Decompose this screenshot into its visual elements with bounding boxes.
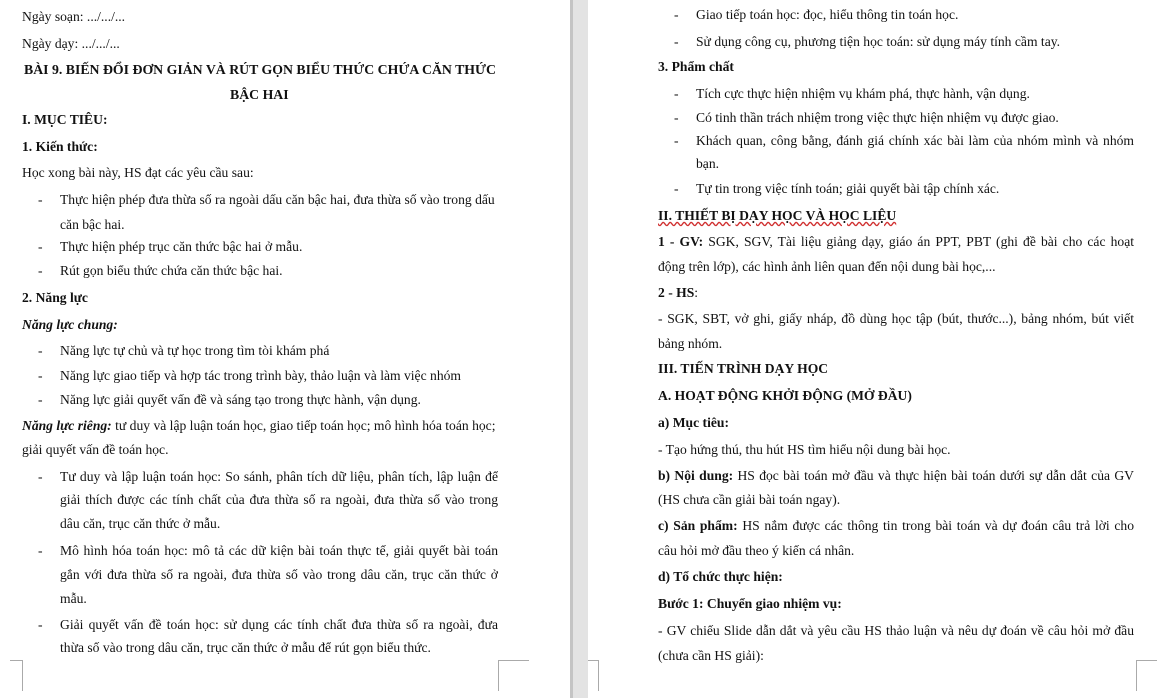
paragraph-cont: câu hỏi mở đầu theo ý kiến cá nhân. [658, 543, 855, 558]
teach-date: Ngày dạy: .../.../... [22, 36, 120, 51]
document-page-left [0, 0, 570, 698]
heading-general-competence: Năng lực chung: [22, 317, 118, 332]
list-item: - Rút gọn biểu thức chứa căn thức bậc hai. [60, 262, 283, 279]
list-item-cont: gắn với đưa thừa số ra ngoài, đưa thừa số vào trong dâu căn, trục căn thức ở [60, 567, 498, 582]
list-item-cont: mẫu. [60, 591, 87, 606]
heading-knowledge: 1. Kiến thức: [22, 139, 98, 154]
heading-objectives: I. MỤC TIÊU: [22, 112, 108, 127]
list-item: - Sử dụng công cụ, phương tiện học toán: sử dụng máy tính cầm tay. [696, 33, 1060, 50]
heading-equipment: II. THIẾT BỊ DẠY HỌC VÀ HỌC LIỆU [658, 208, 897, 223]
paragraph-cont: (chưa cần HS giải): [658, 648, 764, 663]
crop-mark [10, 660, 23, 691]
student-colon: : [694, 285, 699, 300]
heading-qualities: 3. Phẩm chất [658, 59, 734, 74]
list-item: - Mô hình hóa toán học: mô tả các dữ kiện bài toán thực tế, giải quyết bài toán [60, 542, 498, 559]
list-item-cont: căn bậc hai. [60, 217, 125, 232]
paragraph: Học xong bài này, HS đạt các yêu cầu sau: [22, 165, 254, 180]
heading-organization: d) Tổ chức thực hiện: [658, 569, 783, 584]
paragraph [658, 233, 1134, 250]
list-item: - Năng lực giao tiếp và hợp tác trong trình bày, thảo luận và làm việc nhóm [60, 367, 461, 384]
lesson-title-cont: BẬC HAI [230, 87, 289, 102]
list-item: - Tư duy và lập luận toán học: So sánh, phân tích dữ liệu, phân tích, lập luận để [60, 468, 498, 485]
paragraph [658, 284, 698, 301]
crop-mark [498, 660, 529, 691]
list-item: - Tự tin trong việc tính toán; giải quyết bài tập chính xác. [696, 180, 999, 197]
prep-date: Ngày soạn: .../.../... [22, 9, 126, 24]
list-item-cont: thừa số vào trong dâu căn, trục căn thức ở mẫu để rút gọn biểu thức. [60, 640, 431, 655]
paragraph: - GV chiếu Slide dẫn dắt và yêu cầu HS thảo luận và nêu dự đoán về câu hỏi mở đầu [658, 623, 1134, 638]
paragraph: - SGK, SBT, vở ghi, giấy nháp, đồ dùng học tập (bút, thước...), bảng nhóm, bút viết [658, 311, 1134, 326]
paragraph [658, 467, 1134, 484]
list-item: - Giải quyết vấn đề toán học: sử dụng các tính chất đưa thừa số ra ngoài, đưa [60, 616, 498, 633]
content-text: HS đọc bài toán mở đầu và thực hiện bài toán dưới sự dẫn dắt của GV [733, 468, 1134, 483]
teacher-text: SGK, SGV, Tài liệu giảng dạy, giáo án PPT, PBT (ghi đề bài cho các hoạt [703, 234, 1134, 249]
heading-warmup-activity: A. HOẠT ĐỘNG KHỞI ĐỘNG (MỞ ĐẦU) [658, 388, 912, 403]
list-item: - Tích cực thực hiện nhiệm vụ khám phá, thực hành, vận dụng. [696, 85, 1030, 102]
teacher-label: 1 - GV: [658, 234, 704, 249]
paragraph [658, 517, 1134, 534]
student-label: 2 - HS [658, 285, 695, 300]
specific-competence-label: Năng lực riêng: [22, 418, 112, 433]
heading-competence: 2. Năng lực [22, 290, 88, 305]
paragraph-cont: (HS chưa cần giải bài toán ngay). [658, 492, 841, 507]
crop-mark [1136, 660, 1157, 691]
list-item: - Giao tiếp toán học: đọc, hiểu thông tin toán học. [696, 6, 958, 23]
list-item: - Năng lực giải quyết vấn đề và sáng tạo trong thực hành, vận dụng. [60, 391, 421, 408]
list-item-cont: giải thích được các tính chất của đưa thừa số ra ngoài, đưa thừa số vào trong [60, 492, 498, 507]
heading-procedure: III. TIẾN TRÌNH DẠY HỌC [658, 361, 829, 376]
specific-competence-text: tư duy và lập luận toán học, giao tiếp toán học; mô hình hóa toán học; [111, 418, 496, 433]
document-page-right [588, 0, 1157, 698]
list-item-cont: bạn. [696, 156, 720, 171]
list-item: - Thực hiện phép trục căn thức bậc hai ở mẫu. [60, 238, 302, 255]
lesson-title: BÀI 9. BIẾN ĐỔI ĐƠN GIẢN VÀ RÚT GỌN BIỂU THỨC CHỨA CĂN THỨC [24, 62, 496, 77]
heading-step-1: Bước 1: Chuyển giao nhiệm vụ: [658, 596, 842, 611]
list-item: - Thực hiện phép đưa thừa số ra ngoài dấu căn bậc hai, đưa thừa số vào trong dấu [60, 191, 495, 208]
page-gutter [570, 0, 588, 698]
content-label: b) Nội dung: [658, 468, 734, 483]
list-item: - Có tinh thần trách nhiệm trong việc thực hiện nhiệm vụ được giao. [696, 109, 1059, 126]
paragraph: - Tạo hứng thú, thu hút HS tìm hiểu nội dung bài học. [658, 442, 951, 457]
list-item-cont: dâu căn, trục căn thức ở mẫu. [60, 516, 221, 531]
product-text: HS nắm được các thông tin trong bài toán và dự đoán câu trả lời cho [737, 518, 1135, 533]
product-label: c) Sản phẩm: [658, 518, 738, 533]
list-item: - Khách quan, công bằng, đánh giá chính xác bài làm của nhóm mình và nhóm [696, 132, 1134, 149]
paragraph-cont: động trên lớp), các hình ảnh liên quan đến nội dung bài học,... [658, 259, 996, 274]
paragraph [22, 417, 495, 434]
list-item: - Năng lực tự chủ và tự học trong tìm tòi khám phá [60, 342, 329, 359]
crop-mark [588, 660, 599, 691]
paragraph-cont: bảng nhóm. [658, 336, 723, 351]
heading-goal: a) Mục tiêu: [658, 415, 729, 430]
paragraph-cont: giải quyết vấn đề toán học. [22, 442, 169, 457]
